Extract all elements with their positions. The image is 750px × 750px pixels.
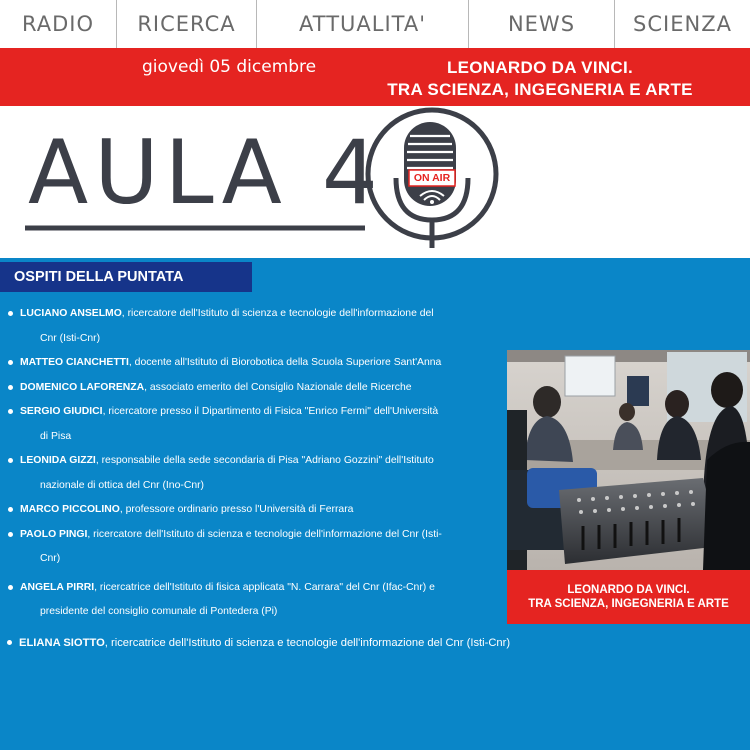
photo-caption-line1: LEONARDO DA VINCI.: [567, 584, 690, 596]
guest-desc: , ricercatrice dell'Istituto di scienza e tecnologie dell'informazione del Cnr (Isti-Cnr): [104, 636, 511, 649]
guest-name: SERGIO GIUDICI: [20, 406, 103, 417]
list-item: [0, 523, 505, 572]
guest-name: DOMENICO LAFORENZA: [20, 381, 145, 393]
guests-heading: OSPITI DELLA PUNTATA: [0, 262, 252, 292]
nav-item-news[interactable]: NEWS: [469, 0, 615, 48]
guest-desc-cont: Cnr): [40, 553, 61, 564]
nav-item-ricerca[interactable]: RICERCA: [117, 0, 257, 48]
list-item: [0, 351, 505, 376]
episode-title-line1: LEONARDO DA VINCI.: [446, 58, 634, 77]
top-nav: [0, 0, 750, 48]
guest-desc-cont: di Pisa: [40, 430, 72, 442]
on-air-badge: ON AIR: [413, 172, 451, 184]
photo-caption-line2: TRA SCIENZA, INGEGNERIA E ARTE: [528, 598, 729, 610]
episode-title: [355, 57, 725, 101]
bullet-icon: [8, 458, 13, 463]
logo-text: AULA 4: [28, 121, 384, 224]
list-item: [0, 302, 505, 351]
guest-desc: , associato emerito del Consiglio Nazionale delle Ricerche: [144, 381, 412, 393]
list-item: [0, 631, 739, 656]
guest-desc: , ricercatore dell'Istituto di scienza e tecnologie dell'informazione del: [121, 308, 434, 319]
guest-desc: , docente all'Istituto di Biorobotica della Scuola Superiore Sant'Anna: [128, 357, 442, 368]
guest-name: LUCIANO ANSELMO: [20, 308, 122, 319]
guest-name: LEONIDA GIZZI: [20, 455, 96, 466]
guest-name: ELIANA SIOTTO: [19, 636, 105, 649]
guest-name: MARCO PICCOLINO: [20, 504, 120, 515]
guest-desc-cont: presidente del consiglio comunale di Pontedera (Pi): [40, 606, 278, 617]
nav-item-radio[interactable]: RADIO: [0, 0, 117, 48]
guest-desc-cont: Cnr (Isti-Cnr): [40, 332, 101, 344]
nav-item-attualita[interactable]: ATTUALITA': [257, 0, 469, 48]
episode-title-line2: TRA SCIENZA, INGEGNERIA E ARTE: [387, 80, 693, 99]
bullet-icon: [8, 360, 13, 365]
list-item: [0, 400, 505, 449]
guest-desc: , ricercatore dell'Istituto di scienza e tecnologie dell'informazione del Cnr (Isti-: [87, 528, 442, 540]
bullet-icon: [8, 409, 13, 414]
bullet-icon: [8, 585, 13, 590]
bullet-icon: [7, 640, 12, 645]
guest-list: [0, 302, 511, 655]
bullet-icon: [8, 507, 13, 512]
microphone-logo-icon: [0, 106, 750, 258]
guest-name: ANGELA PIRRI: [20, 581, 95, 593]
guest-name: PAOLO PINGI: [20, 528, 88, 540]
guest-desc: , ricercatore presso il Dipartimento di Fisica "Enrico Fermi" dell'Università: [102, 406, 439, 417]
classroom-photo: [507, 350, 750, 570]
logo-area: [0, 106, 750, 258]
bullet-icon: [8, 532, 13, 537]
guest-desc: , ricercatrice dell'Istituto di fisica applicata "N. Carrara" del Cnr (Ifac-Cnr) e: [94, 581, 435, 593]
guest-desc-cont: nazionale di ottica del Cnr (Ino-Cnr): [40, 479, 205, 491]
list-item: [0, 376, 505, 401]
list-item: [0, 498, 505, 523]
bullet-icon: [8, 311, 13, 316]
list-item: [0, 576, 505, 625]
guest-desc: , responsabile della sede secondaria di Pisa "Adriano Gozzini" dell'Istituto: [95, 455, 434, 466]
photo-caption: [507, 570, 750, 624]
classroom-image: [507, 350, 750, 570]
episode-banner: [0, 48, 750, 106]
bullet-icon: [8, 385, 13, 390]
episode-date: giovedì 05 dicembre: [142, 57, 317, 77]
guest-name: MATTEO CIANCHETTI: [20, 357, 129, 368]
guest-desc: , professore ordinario presso l'Università di Ferrara: [119, 504, 354, 515]
list-item: [0, 449, 505, 498]
nav-item-scienza[interactable]: SCIENZA: [633, 12, 732, 36]
